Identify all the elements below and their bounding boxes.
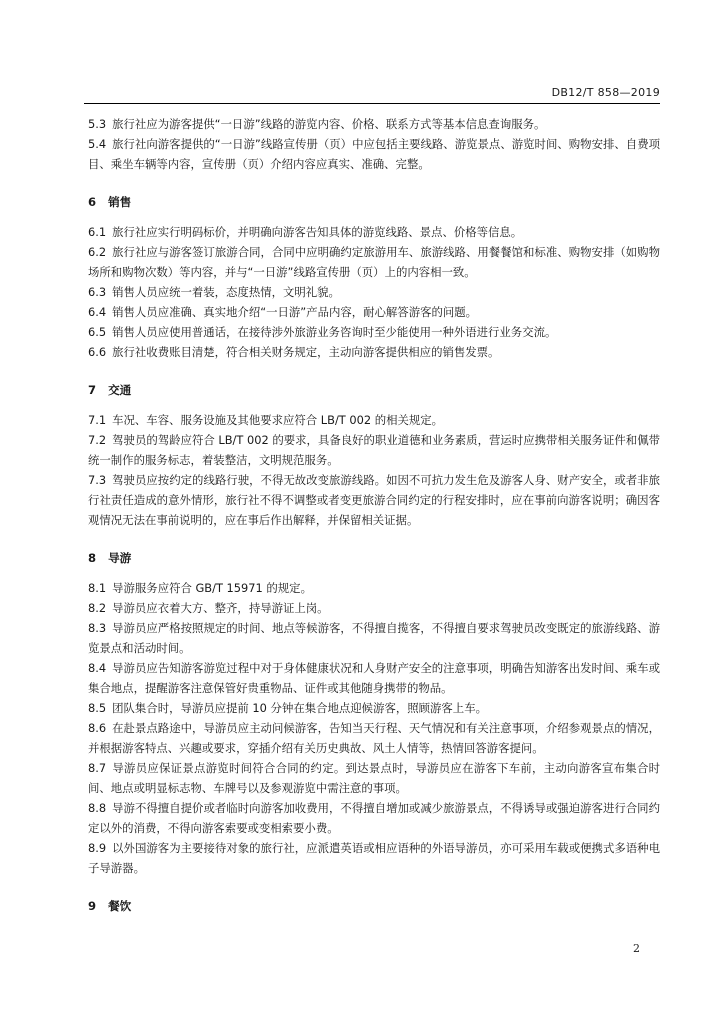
clause-paragraph [88,342,660,362]
section-title: 餐饮 [108,899,132,913]
clause-number: 6.4 [88,305,107,319]
clause-paragraph [88,618,660,658]
clause-paragraph [88,302,660,322]
clause-text: 驾驶员应按约定的线路行驶，不得无故改变旅游线路。如因不可抗力发生危及游客人身、财产安全，或者非旅行社责任造成的意外情形，旅行社不得不调整或者变更旅游合同约定的行程安排时，应在事前向游客说明；确因客观情况无法在事前说明的，应在事后作出解释，并保留相关证据。 [88,473,660,527]
clause-number: 7.2 [88,433,107,447]
clause-number: 8.7 [88,761,107,775]
clause-paragraph [88,470,660,530]
document-code: DB12/T 858—2019 [551,86,660,99]
clause-number: 6.2 [88,245,107,259]
clause-paragraph [88,658,660,698]
clause-number: 8.1 [88,581,107,595]
section-title: 交通 [108,383,132,397]
clause-paragraph [88,798,660,838]
header-rule [84,103,660,104]
clause-number: 7.3 [88,473,107,487]
clause-number: 8.2 [88,601,107,615]
clause-number: 8.3 [88,621,107,635]
clause-paragraph [88,718,660,758]
clause-text: 导游员应保证景点游览时间符合合同的约定。到达景点时，导游员应在游客下车前，主动向游客宣布集合时间、地点或明显标志物、车牌号以及参观游览中需注意的事项。 [88,761,660,795]
clause-text: 在赴景点路途中，导游员应主动问候游客，告知当天行程、天气情况和有关注意事项，介绍参观景点的情况，并根据游客特点、兴趣或要求，穿插介绍有关历史典故、风土人情等，热情回答游客提问。 [88,721,660,755]
clause-text: 车况、车容、服务设施及其他要求应符合 LB/T 002 的相关规定。 [112,413,444,427]
clause-text: 导游员应衣着大方、整齐，持导游证上岗。 [112,601,329,615]
clause-text: 销售人员应准确、真实地介绍“一日游”产品内容，耐心解答游客的问题。 [112,305,478,319]
clause-text: 团队集合时，导游员应提前 10 分钟在集合地点迎候游客，照顾游客上车。 [112,701,487,715]
page-number: 2 [633,942,640,955]
section-number: 6 [88,195,97,209]
clause-number: 6.3 [88,285,107,299]
clause-text: 导游服务应符合 GB/T 15971 的规定。 [112,581,312,595]
section-number: 7 [88,383,97,397]
clause-number: 8.4 [88,661,107,675]
clause-paragraph [88,838,660,878]
clause-paragraph [88,758,660,798]
clause-paragraph [88,410,660,430]
clause-text: 导游不得擅自提价或者临时向游客加收费用，不得擅自增加或减少旅游景点，不得诱导或强迫游客进行合同约定以外的消费，不得向游客索要或变相索要小费。 [88,801,660,835]
clause-number: 7.1 [88,413,107,427]
clause-number: 5.4 [88,137,107,151]
clause-number: 5.3 [88,117,107,131]
section-heading [88,548,660,568]
clause-number: 6.6 [88,345,107,359]
clause-text: 导游员应告知游客游览过程中对于身体健康状况和人身财产安全的注意事项，明确告知游客出发时间、乘车或集合地点，提醒游客注意保管好贵重物品、证件或其他随身携带的物品。 [88,661,660,695]
clause-text: 驾驶员的驾龄应符合 LB/T 002 的要求，具备良好的职业道德和业务素质，营运时应携带相关服务证件和佩带统一制作的服务标志，着装整洁，文明规范服务。 [88,433,660,467]
clause-paragraph [88,114,660,134]
clause-paragraph [88,598,660,618]
clause-text: 以外国游客为主要接待对象的旅行社，应派遣英语或相应语种的外语导游员，亦可采用车载或便携式多语种电子导游器。 [88,841,660,875]
clause-paragraph [88,222,660,242]
document-body [88,114,660,926]
clause-number: 6.5 [88,325,107,339]
section-heading [88,380,660,400]
clause-number: 8.8 [88,801,107,815]
clause-paragraph [88,282,660,302]
clause-paragraph [88,578,660,598]
section-heading [88,896,660,916]
clause-number: 8.6 [88,721,107,735]
section-number: 8 [88,551,97,565]
clause-text: 旅行社应实行明码标价，并明确向游客告知具体的游览线路、景点、价格等信息。 [112,225,523,239]
clause-number: 8.9 [88,841,107,855]
clause-paragraph [88,698,660,718]
clause-text: 导游员应严格按照规定的时间、地点等候游客，不得擅自揽客，不得擅自要求驾驶员改变既定的旅游线路、游览景点和活动时间。 [88,621,660,655]
clause-paragraph [88,322,660,342]
section-title: 导游 [108,551,132,565]
clause-text: 旅行社收费账目清楚，符合相关财务规定，主动向游客提供相应的销售发票。 [112,345,500,359]
section-number: 9 [88,899,97,913]
section-title: 销售 [108,195,132,209]
clause-number: 6.1 [88,225,107,239]
section-heading [88,192,660,212]
clause-paragraph [88,430,660,470]
clause-paragraph [88,134,660,174]
clause-paragraph [88,242,660,282]
clause-text: 旅行社应为游客提供“一日游”线路的游览内容、价格、联系方式等基本信息查询服务。 [112,117,546,131]
clause-text: 销售人员应使用普通话，在接待涉外旅游业务咨询时至少能使用一种外语进行业务交流。 [112,325,557,339]
clause-text: 旅行社向游客提供的“一日游”线路宣传册（页）中应包括主要线路、游览景点、游览时间、购物安排、自费项目、乘坐车辆等内容，宣传册（页）介绍内容应真实、准确、完整。 [88,137,660,171]
clause-text: 旅行社应与游客签订旅游合同，合同中应明确约定旅游用车、旅游线路、用餐餐馆和标准、购物安排（如购物场所和购物次数）等内容，并与“一日游”线路宣传册（页）上的内容相一致。 [88,245,660,279]
clause-number: 8.5 [88,701,107,715]
clause-text: 销售人员应统一着装，态度热情，文明礼貌。 [112,285,340,299]
